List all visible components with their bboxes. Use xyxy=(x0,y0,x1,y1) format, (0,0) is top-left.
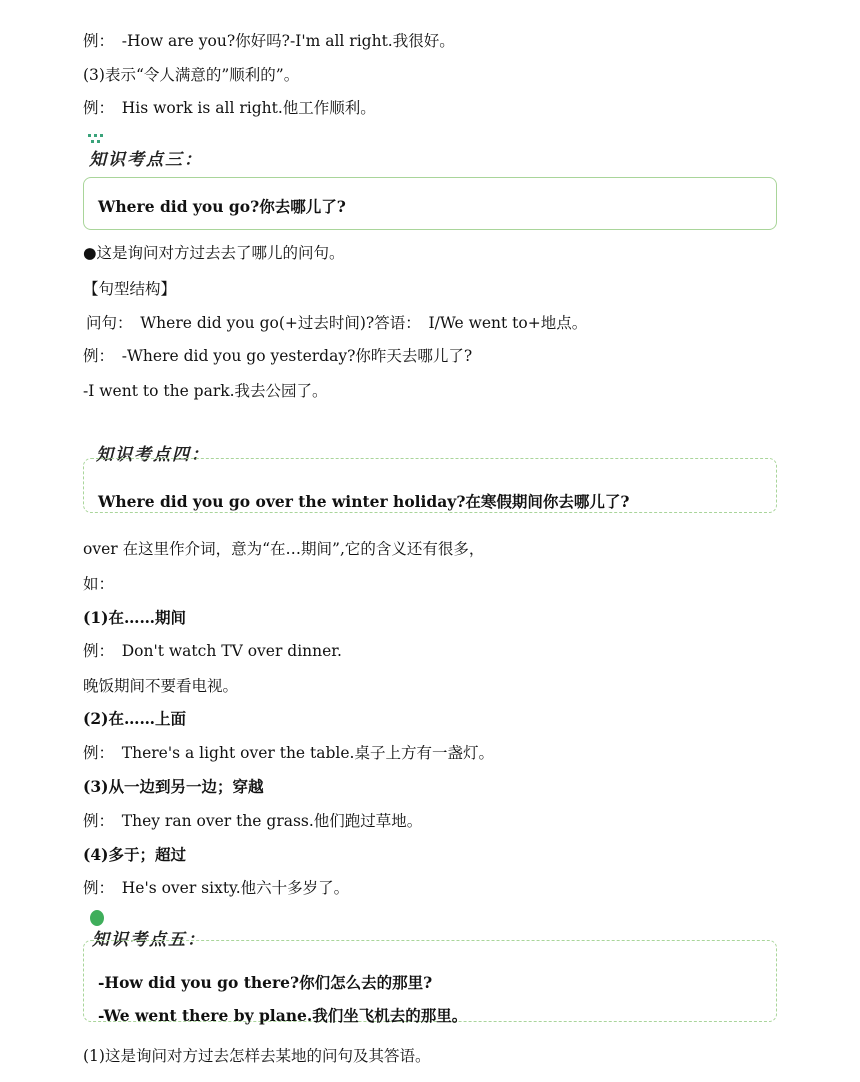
structure-line: 问句： Where did you go(+过去时间)?答语： I/We went to+地点。 xyxy=(86,314,588,332)
key-sentence-box-4 xyxy=(83,458,777,513)
key-sentence-box-3 xyxy=(83,177,777,230)
explanation-line: (1)这是询问对方过去怎样去某地的问句及其答语。 xyxy=(83,1047,431,1065)
sub-meaning-heading: (1)在……期间 xyxy=(83,608,186,627)
key-sentence: Where did you go over the winter holiday?在寒假期间你去哪儿了? xyxy=(98,492,630,511)
sub-meaning-heading: (4)多于；超过 xyxy=(83,845,186,864)
example-line: 例： Don't watch TV over dinner. xyxy=(83,642,342,660)
translation-line: 晚饭期间不要看电视。 xyxy=(83,677,239,695)
sub-meaning-heading: (3)从一边到另一边；穿越 xyxy=(83,777,264,796)
example-line: 例： -Where did you go yesterday?你昨天去哪儿了? xyxy=(83,347,473,365)
example-line: -I went to the park.我去公园了。 xyxy=(83,382,328,400)
sub-meaning-heading: (2)在……上面 xyxy=(83,709,186,728)
example-line: 例： He's over sixty.他六十多岁了。 xyxy=(83,879,350,897)
example-line: 例： They ran over the grass.他们跑过草地。 xyxy=(83,812,423,830)
leaf-icon xyxy=(90,910,104,926)
key-sentence: -How did you go there?你们怎么去的那里? xyxy=(98,973,433,992)
section-heading-3: 知识考点三： xyxy=(89,150,203,170)
example-line: 例： His work is all right.他工作顺利。 xyxy=(83,99,376,117)
decoration-dots-icon xyxy=(88,134,106,144)
section-heading-5: 知识考点五： xyxy=(92,930,206,950)
key-sentence-box-5 xyxy=(83,940,777,1025)
structure-label: 【句型结构】 xyxy=(83,280,177,298)
key-sentence: Where did you go?你去哪儿了? xyxy=(98,197,346,216)
example-line: 例： -How are you?你好吗?-I'm all right.我很好。 xyxy=(83,32,455,50)
explanation-line: over 在这里作介词，意为“在…期间”,它的含义还有很多， xyxy=(83,540,485,558)
meaning-line: (3)表示“令人满意的”顺利的”。 xyxy=(83,66,300,84)
key-sentence: -We went there by plane.我们坐飞机去的那里。 xyxy=(98,1006,468,1025)
section-heading-4: 知识考点四： xyxy=(96,445,210,465)
example-line: 例： There's a light over the table.桌子上方有一盏灯。 xyxy=(83,744,494,762)
explanation-line: ●这是询问对方过去去了哪儿的问句。 xyxy=(83,244,345,262)
explanation-line: 如： xyxy=(83,575,115,593)
